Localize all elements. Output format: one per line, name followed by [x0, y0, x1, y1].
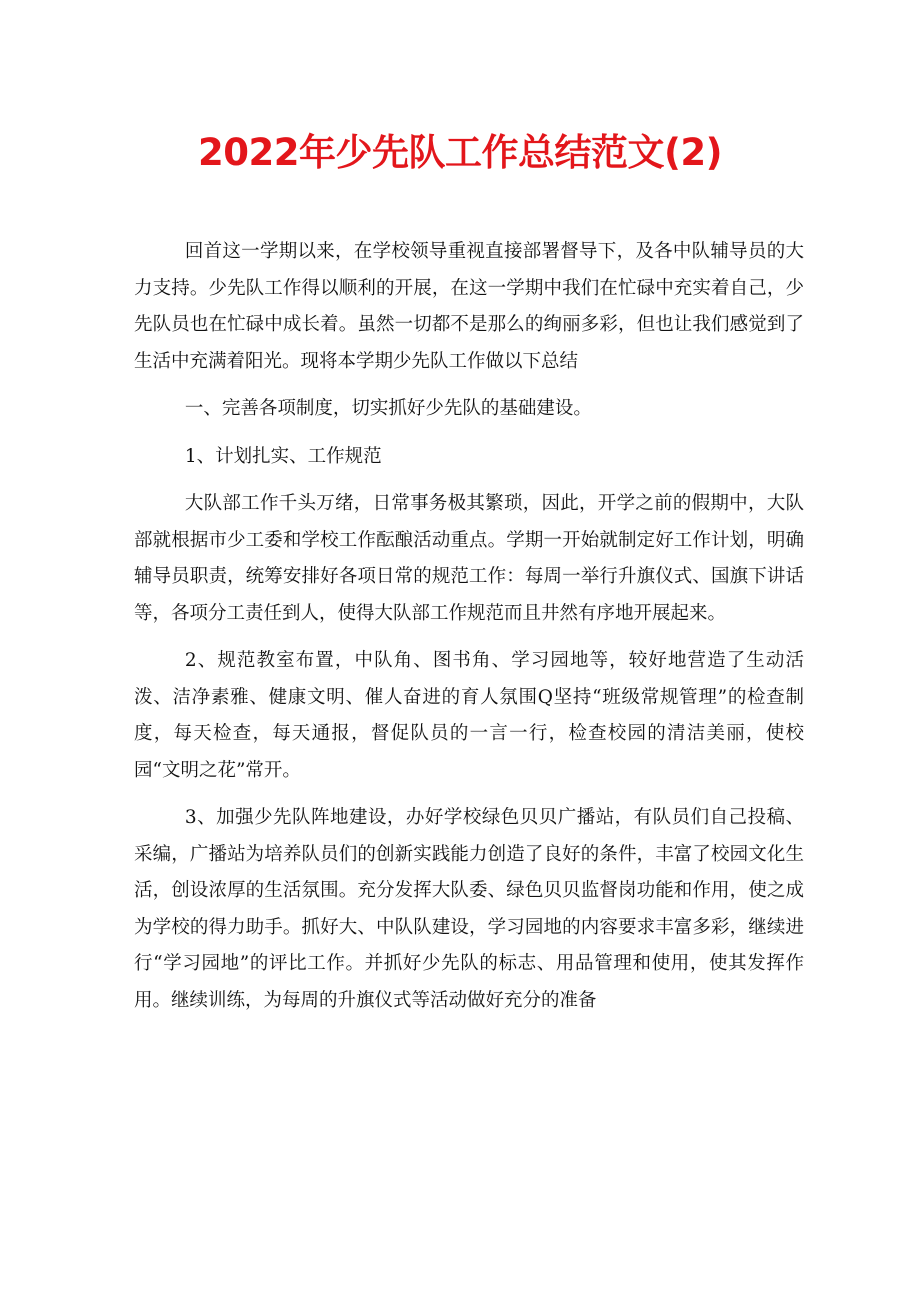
paragraph-position-building: 3、加强少先队阵地建设，办好学校绿色贝贝广播站，有队员们自己投稿、采编，广播站为培养队员们的创新实践能力创造了良好的条件，丰富了校园文化生活，创设浓厚的生活氛围。充分发挥大队委、绿色贝贝监督岗功能和作用，使之成为学校的得力助手。抓好大、中队队建设，学习园地的内容要求丰富多彩，继续进行“学习园地”的评比工作。并抓好少先队的标志、用品管理和使用，使其发挥作用。继续训练，为每周的升旗仪式等活动做好充分的准备 — [134, 807, 804, 1011]
paragraph-intro: 回首这一学期以来，在学校领导重视直接部署督导下，及各中队辅导员的大力支持。少先队工作得以顺利的开展，在这一学期中我们在忙碌中充实着自己，少先队员也在忙碌中成长着。虽然一切都不是那么的绚丽多彩，但也让我们感觉到了生活中充满着阳光。现将本学期少先队工作做以下总结 — [134, 241, 804, 372]
document-title: 2022年少先队工作总结范文(2) — [197, 131, 723, 174]
paragraph-classroom: 2、规范教室布置，中队角、图书角、学习园地等，较好地营造了生动活泼、洁净素雅、健康文明、催人奋进的育人氛围Q坚持“班级常规管理”的检查制度，每天检查，每天通报，督促队员的一言一行，检查校园的清洁美丽，使校园“文明之花”常开。 — [134, 650, 804, 781]
subsection-heading-1: 1、计划扎实、工作规范 — [184, 445, 382, 467]
paragraph-planning: 大队部工作千头万绪，日常事务极其繁琐，因此，开学之前的假期中，大队部就根据市少工委和学校工作酝酿活动重点。学期一开始就制定好工作计划，明确辅导员职责，统筹安排好各项日常的规范工作：每周一举行升旗仪式、国旗下讲话等，各项分工责任到人，使得大队部工作规范而且井然有序地开展起来。 — [134, 493, 804, 624]
section-heading-1: 一、完善各项制度，切实抓好少先队的基础建设。 — [184, 398, 592, 419]
document-body — [134, 234, 804, 1030]
